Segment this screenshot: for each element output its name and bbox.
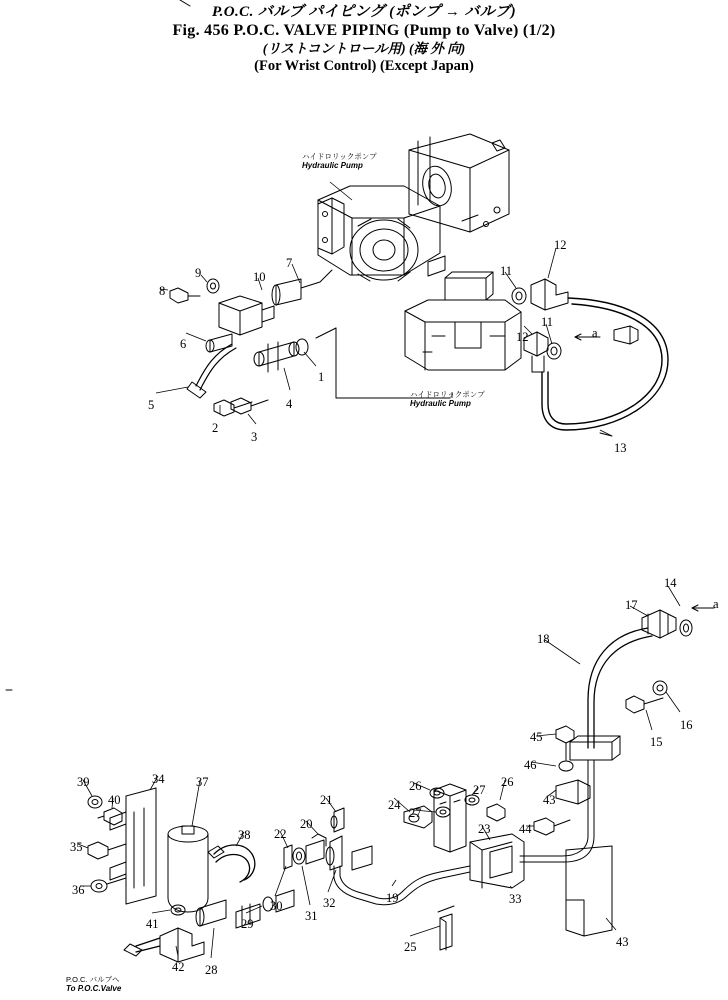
- callout-number-13: 13: [614, 441, 627, 455]
- bolt-35-36: [88, 842, 126, 892]
- title-block: [0, 4, 728, 75]
- top-left-fittings: [170, 270, 332, 416]
- callout-number-17: 17: [625, 598, 638, 612]
- pump-label-top-jp: ハイドロリックポンプ: [302, 152, 377, 161]
- filter-37: [168, 826, 208, 912]
- callout-number-35: 35: [70, 840, 83, 854]
- callout-number-27: 27: [409, 806, 422, 820]
- callout-number-5: 5: [148, 398, 155, 412]
- callout-number-16: 16: [680, 718, 693, 732]
- callout-number-26: 26: [501, 775, 514, 789]
- pipe-18: [570, 628, 652, 836]
- callout-number-18: 18: [537, 632, 550, 646]
- hose-38: [208, 845, 255, 882]
- callout-number-23: 23: [478, 822, 491, 836]
- callout-number-26: 26: [409, 779, 422, 793]
- callout-number-12: 12: [554, 238, 567, 252]
- callout-number-42: 42: [172, 960, 185, 974]
- callout-number-11: 11: [541, 315, 554, 329]
- bolt-45-46: [556, 726, 574, 771]
- poc-valve-label: [66, 975, 121, 993]
- callout-number-24: 24: [388, 798, 401, 812]
- callout-number-19: 19: [386, 891, 399, 905]
- callout-number-6: 6: [180, 337, 187, 351]
- callout-number-1: 1: [318, 370, 325, 384]
- mid-hydraulic-pump: [405, 272, 521, 370]
- pipe-run-right: [520, 836, 594, 862]
- bolt-15-16: [626, 681, 667, 713]
- bolt-25: [438, 906, 454, 950]
- callout-number-37: 37: [196, 775, 209, 789]
- callout-number-39: 39: [77, 775, 90, 789]
- fittings-20-32: [284, 808, 372, 870]
- ref-a-bottom: a: [713, 597, 719, 611]
- pump-label-top-en: Hydraulic Pump: [302, 161, 363, 170]
- title-line-en: [0, 21, 728, 40]
- callout-number-20: 20: [300, 817, 313, 831]
- hose-13-assembly: [512, 279, 668, 436]
- title-line-en-text: P.O.C. VALVE PIPING (Pump to Valve) (1/2): [233, 22, 556, 39]
- callout-number-29: 29: [241, 917, 254, 931]
- callout-number-43: 43: [543, 793, 556, 807]
- pump-label-mid-jp: ハイドロリックポンプ: [410, 390, 485, 399]
- callout-number-11: 11: [500, 264, 513, 278]
- callout-number-2: 2: [212, 421, 219, 435]
- callout-number-41: 41: [146, 917, 159, 931]
- callout-number-40: 40: [108, 793, 121, 807]
- callout-number-30: 30: [270, 899, 283, 913]
- callout-number-8: 8: [159, 284, 166, 298]
- poc-valve-label-en: To P.O.C.Valve: [66, 984, 122, 993]
- callout-number-45: 45: [530, 730, 543, 744]
- callout-number-10: 10: [253, 270, 266, 284]
- callout-number-15: 15: [650, 735, 663, 749]
- pump-label-top: [302, 152, 377, 170]
- callout-number-21: 21: [320, 793, 333, 807]
- fitting-17: [642, 605, 714, 638]
- title-line-jp2: (リストコントロール用) (海 外 向): [262, 41, 466, 56]
- callout-number-43: 43: [616, 935, 629, 949]
- poc-valve-label-jp: P.O.C. バルブへ: [66, 975, 120, 984]
- callout-number-44: 44: [519, 822, 532, 836]
- bracket-33: [470, 834, 524, 888]
- callout-number-27: 27: [473, 783, 486, 797]
- ref-a-top: a: [592, 326, 598, 340]
- title-line-en2: (For Wrist Control) (Except Japan): [254, 58, 474, 74]
- callout-number-12: 12: [516, 330, 529, 344]
- callout-number-28: 28: [205, 963, 218, 977]
- tube-19: [334, 866, 470, 905]
- callout-number-38: 38: [238, 828, 251, 842]
- washers-26-27: [430, 788, 505, 821]
- figure-number: Fig. 456: [172, 22, 230, 39]
- callout-number-33: 33: [509, 892, 522, 906]
- callout-number-22: 22: [274, 827, 287, 841]
- callout-number-31: 31: [305, 909, 318, 923]
- callout-number-14: 14: [664, 576, 677, 590]
- callout-number-25: 25: [404, 940, 417, 954]
- callout-number-7: 7: [286, 256, 293, 270]
- callout-number-36: 36: [72, 883, 85, 897]
- callout-number-3: 3: [251, 430, 258, 444]
- pump-label-mid: [410, 390, 485, 408]
- callout-number-46: 46: [524, 758, 537, 772]
- title-line-jp: P.O.C. バルブ パイピング (ポンプ → バルブ): [212, 4, 516, 20]
- callout-number-9: 9: [195, 266, 202, 280]
- callout-number-34: 34: [152, 772, 165, 786]
- callout-number-32: 32: [323, 896, 336, 910]
- pump-label-mid-en: Hydraulic Pump: [410, 399, 471, 408]
- callout-number-4: 4: [286, 397, 293, 411]
